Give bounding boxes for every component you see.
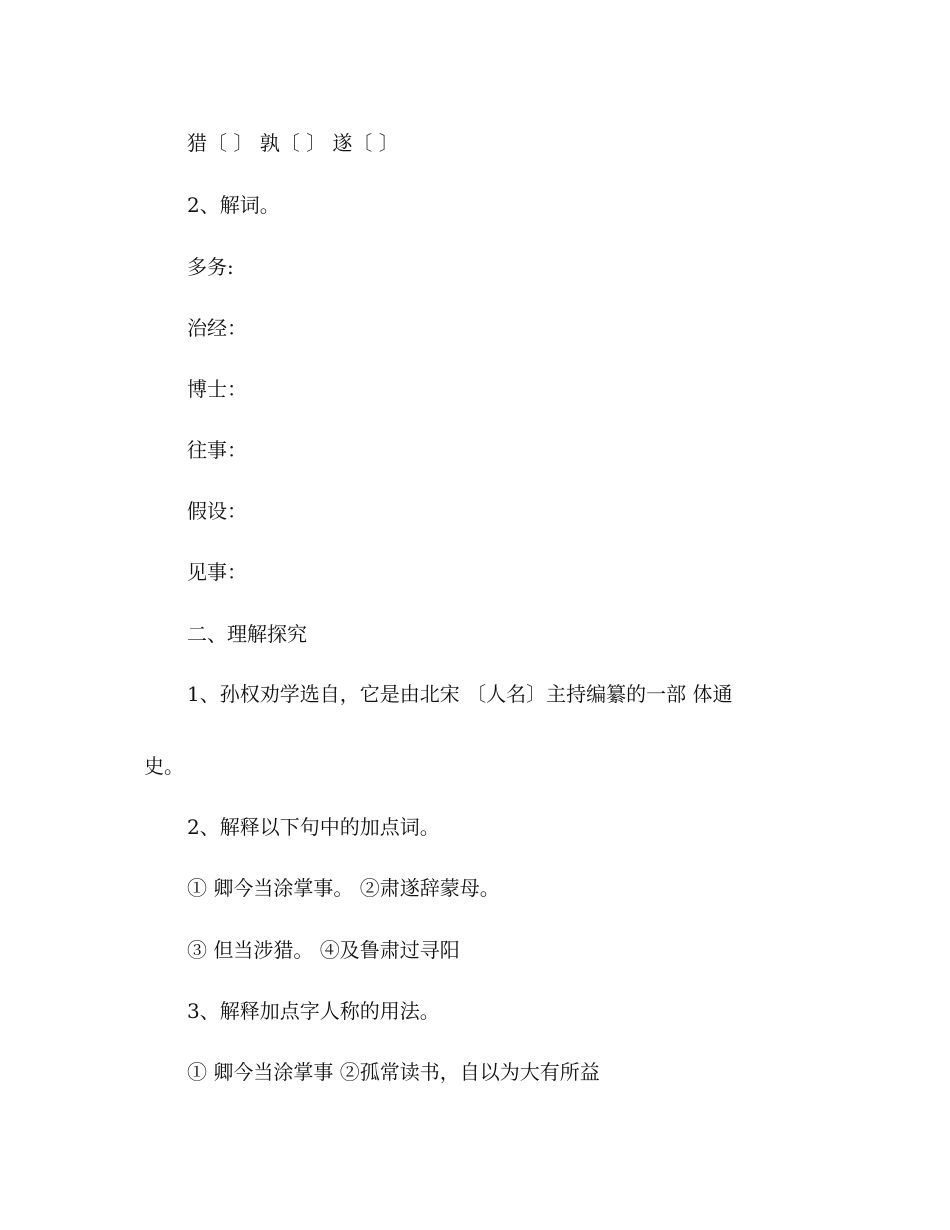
term-jianshi: 见事： xyxy=(187,560,247,584)
term-wangshi: 往事： xyxy=(187,438,247,462)
term-jiashe: 假设： xyxy=(187,499,247,523)
char-pronunciation-line: 猎〔 〕 孰〔 〕 遂〔 〕 xyxy=(187,131,399,155)
term-zhijing: 治经： xyxy=(187,316,247,340)
question-2-items-b: ③ 但当涉猎。 ④及鲁肃过寻阳 xyxy=(187,938,460,962)
section-heading-define-words: 2、解词。 xyxy=(187,193,280,217)
question-2-heading: 2、解释以下句中的加点词。 xyxy=(187,815,440,839)
question-1-line-1: 1、孙权劝学选自，它是由北宋 〔人名〕主持编纂的一部 体通 xyxy=(187,682,733,706)
question-3-heading: 3、解释加点字人称的用法。 xyxy=(187,999,440,1023)
term-boshi: 博士： xyxy=(187,377,247,401)
question-2-items-a: ① 卿今当涂掌事。 ②肃遂辞蒙母。 xyxy=(187,876,500,900)
question-3-items: ① 卿今当涂掌事 ②孤常读书，自以为大有所益 xyxy=(187,1060,600,1084)
question-1-line-2: 史。 xyxy=(144,754,184,778)
term-duowu: 多务: xyxy=(187,255,234,279)
section-heading-comprehension: 二、理解探究 xyxy=(187,622,307,646)
